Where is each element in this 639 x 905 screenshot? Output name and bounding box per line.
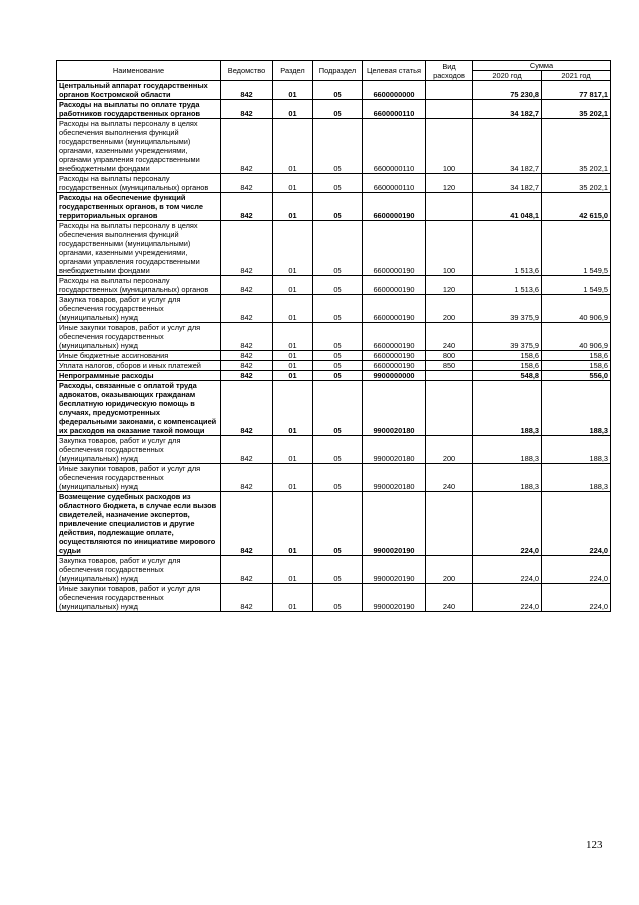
header-target: Целевая статья: [363, 61, 426, 81]
cell-target: 9900020190: [363, 584, 426, 612]
cell-sum-2021: 188,3: [542, 464, 611, 492]
cell-exp-type: 800: [426, 351, 473, 361]
cell-exp-type: 100: [426, 221, 473, 276]
cell-sum-2020: 34 182,7: [473, 174, 542, 193]
cell-sum-2021: 42 615,0: [542, 193, 611, 221]
cell-dept: 842: [221, 556, 273, 584]
cell-section: 01: [273, 276, 313, 295]
cell-exp-type: 850: [426, 361, 473, 371]
cell-section: 01: [273, 381, 313, 436]
cell-exp-type: 200: [426, 295, 473, 323]
cell-dept: 842: [221, 351, 273, 361]
cell-sum-2020: 34 182,7: [473, 100, 542, 119]
cell-exp-type: 240: [426, 584, 473, 612]
cell-dept: 842: [221, 100, 273, 119]
cell-dept: 842: [221, 174, 273, 193]
header-section: Раздел: [273, 61, 313, 81]
cell-sum-2021: 1 549,5: [542, 276, 611, 295]
cell-sum-2021: 1 549,5: [542, 221, 611, 276]
cell-target: 6600000190: [363, 351, 426, 361]
cell-section: 01: [273, 361, 313, 371]
cell-sum-2021: 188,3: [542, 436, 611, 464]
cell-sum-2021: 35 202,1: [542, 100, 611, 119]
header-year-2020: 2020 год: [473, 71, 542, 81]
cell-name: Иные закупки товаров, работ и услуг для обеспечения государственных (муниципальных) нужд: [57, 323, 221, 351]
cell-subsection: 05: [313, 584, 363, 612]
cell-exp-type: 200: [426, 556, 473, 584]
budget-table: [56, 60, 611, 612]
cell-target: 6600000110: [363, 174, 426, 193]
table-row: [57, 295, 611, 323]
cell-dept: 842: [221, 381, 273, 436]
table-row: [57, 193, 611, 221]
cell-section: 01: [273, 464, 313, 492]
cell-dept: 842: [221, 193, 273, 221]
header-subsection: Подраздел: [313, 61, 363, 81]
cell-dept: 842: [221, 584, 273, 612]
cell-target: 6600000190: [363, 295, 426, 323]
cell-name: Центральный аппарат государственных органов Костромской области: [57, 81, 221, 100]
cell-exp-type: 240: [426, 323, 473, 351]
cell-dept: 842: [221, 492, 273, 556]
cell-sum-2020: 224,0: [473, 584, 542, 612]
cell-dept: 842: [221, 119, 273, 174]
cell-sum-2021: 224,0: [542, 492, 611, 556]
cell-name: Расходы на выплаты персоналу государственных (муниципальных) органов: [57, 276, 221, 295]
cell-dept: 842: [221, 464, 273, 492]
cell-dept: 842: [221, 295, 273, 323]
table-row: [57, 361, 611, 371]
cell-sum-2020: 1 513,6: [473, 221, 542, 276]
cell-dept: 842: [221, 323, 273, 351]
cell-name: Иные бюджетные ассигнования: [57, 351, 221, 361]
cell-target: 9900020180: [363, 381, 426, 436]
page-number: 123: [586, 839, 603, 851]
cell-dept: 842: [221, 436, 273, 464]
cell-section: 01: [273, 100, 313, 119]
cell-exp-type: 120: [426, 174, 473, 193]
cell-sum-2020: 158,6: [473, 361, 542, 371]
table-row: [57, 276, 611, 295]
cell-sum-2021: 188,3: [542, 381, 611, 436]
cell-subsection: 05: [313, 221, 363, 276]
cell-exp-type: [426, 492, 473, 556]
table-row: [57, 221, 611, 276]
cell-name: Расходы на выплаты персоналу в целях обеспечения выполнения функций государственными (муниципальными) органами, казенными учреждениями, органами управления государственными внебюджетными фондами: [57, 119, 221, 174]
cell-exp-type: [426, 100, 473, 119]
cell-target: 6600000190: [363, 361, 426, 371]
cell-target: 6600000190: [363, 193, 426, 221]
cell-subsection: 05: [313, 100, 363, 119]
cell-name: Расходы на выплаты персоналу государственных (муниципальных) органов: [57, 174, 221, 193]
cell-exp-type: [426, 193, 473, 221]
header-name: Наименование: [57, 61, 221, 81]
cell-exp-type: [426, 371, 473, 381]
cell-sum-2020: 188,3: [473, 436, 542, 464]
cell-subsection: 05: [313, 464, 363, 492]
table-row: [57, 371, 611, 381]
table-row: [57, 81, 611, 100]
cell-sum-2020: 41 048,1: [473, 193, 542, 221]
table-row: [57, 492, 611, 556]
cell-subsection: 05: [313, 193, 363, 221]
table-row: [57, 556, 611, 584]
table-row: [57, 351, 611, 361]
cell-section: 01: [273, 556, 313, 584]
cell-sum-2020: 34 182,7: [473, 119, 542, 174]
cell-section: 01: [273, 436, 313, 464]
cell-name: Непрограммные расходы: [57, 371, 221, 381]
cell-target: 6600000110: [363, 100, 426, 119]
cell-sum-2021: 77 817,1: [542, 81, 611, 100]
cell-sum-2021: 40 906,9: [542, 295, 611, 323]
cell-exp-type: 240: [426, 464, 473, 492]
cell-sum-2021: 556,0: [542, 371, 611, 381]
cell-subsection: 05: [313, 361, 363, 371]
cell-target: 6600000190: [363, 276, 426, 295]
cell-subsection: 05: [313, 323, 363, 351]
cell-sum-2021: 158,6: [542, 361, 611, 371]
cell-exp-type: 100: [426, 119, 473, 174]
cell-name: Иные закупки товаров, работ и услуг для обеспечения государственных (муниципальных) нужд: [57, 464, 221, 492]
cell-section: 01: [273, 81, 313, 100]
cell-name: Закупка товаров, работ и услуг для обеспечения государственных (муниципальных) нужд: [57, 436, 221, 464]
table-row: [57, 464, 611, 492]
cell-name: Уплата налогов, сборов и иных платежей: [57, 361, 221, 371]
table-header: [57, 61, 611, 81]
cell-name: Расходы, связанные с оплатой труда адвокатов, оказывающих гражданам бесплатную юридическую помощь в случаях, предусмотренных федеральными законами, с компенсацией их расходов на оказание такой помощи: [57, 381, 221, 436]
cell-subsection: 05: [313, 81, 363, 100]
cell-sum-2021: 40 906,9: [542, 323, 611, 351]
cell-dept: 842: [221, 221, 273, 276]
cell-sum-2020: 224,0: [473, 556, 542, 584]
cell-sum-2020: 1 513,6: [473, 276, 542, 295]
cell-sum-2021: 158,6: [542, 351, 611, 361]
cell-sum-2020: 39 375,9: [473, 295, 542, 323]
cell-target: 9900000000: [363, 371, 426, 381]
cell-name: Закупка товаров, работ и услуг для обеспечения государственных (муниципальных) нужд: [57, 295, 221, 323]
cell-sum-2020: 188,3: [473, 464, 542, 492]
cell-sum-2020: 75 230,8: [473, 81, 542, 100]
header-exp-type: Вид расходов: [426, 61, 473, 81]
cell-target: 9900020180: [363, 464, 426, 492]
cell-section: 01: [273, 221, 313, 276]
cell-target: 6600000190: [363, 323, 426, 351]
cell-sum-2021: 224,0: [542, 556, 611, 584]
cell-sum-2020: 158,6: [473, 351, 542, 361]
cell-section: 01: [273, 295, 313, 323]
cell-sum-2020: 548,8: [473, 371, 542, 381]
cell-subsection: 05: [313, 492, 363, 556]
cell-subsection: 05: [313, 381, 363, 436]
cell-exp-type: 120: [426, 276, 473, 295]
header-year-2021: 2021 год: [542, 71, 611, 81]
cell-sum-2020: 188,3: [473, 381, 542, 436]
cell-section: 01: [273, 371, 313, 381]
cell-section: 01: [273, 351, 313, 361]
cell-target: 9900020190: [363, 556, 426, 584]
cell-subsection: 05: [313, 556, 363, 584]
cell-name: Закупка товаров, работ и услуг для обеспечения государственных (муниципальных) нужд: [57, 556, 221, 584]
header-dept: Ведомство: [221, 61, 273, 81]
cell-dept: 842: [221, 361, 273, 371]
cell-subsection: 05: [313, 174, 363, 193]
table-body: [57, 81, 611, 612]
cell-section: 01: [273, 174, 313, 193]
cell-exp-type: [426, 381, 473, 436]
cell-section: 01: [273, 119, 313, 174]
cell-section: 01: [273, 584, 313, 612]
cell-name: Расходы на обеспечение функций государственных органов, в том числе территориальных органов: [57, 193, 221, 221]
cell-subsection: 05: [313, 119, 363, 174]
table-row: [57, 381, 611, 436]
cell-subsection: 05: [313, 295, 363, 323]
cell-sum-2021: 35 202,1: [542, 119, 611, 174]
cell-name: Расходы на выплаты персоналу в целях обеспечения выполнения функций государственными (муниципальными) органами, казенными учреждениями, органами управления государственными внебюджетными фондами: [57, 221, 221, 276]
table-row: [57, 119, 611, 174]
cell-name: Расходы на выплаты по оплате труда работников государственных органов: [57, 100, 221, 119]
cell-sum-2021: 35 202,1: [542, 174, 611, 193]
header-sum: Сумма: [473, 61, 611, 71]
table-row: [57, 174, 611, 193]
cell-target: 6600000000: [363, 81, 426, 100]
table-row: [57, 584, 611, 612]
cell-dept: 842: [221, 81, 273, 100]
cell-subsection: 05: [313, 276, 363, 295]
cell-dept: 842: [221, 276, 273, 295]
cell-subsection: 05: [313, 351, 363, 361]
table-row: [57, 323, 611, 351]
table-row: [57, 100, 611, 119]
cell-name: Возмещение судебных расходов из областного бюджета, в случае если вызов свидетелей, назначение экспертов, привлечение специалистов и другие действия, подлежащие оплате, осуществляются по инициативе мирового судьи: [57, 492, 221, 556]
cell-subsection: 05: [313, 371, 363, 381]
cell-target: 6600000190: [363, 221, 426, 276]
table-row: [57, 436, 611, 464]
cell-target: 9900020190: [363, 492, 426, 556]
cell-target: 6600000110: [363, 119, 426, 174]
cell-target: 9900020180: [363, 436, 426, 464]
cell-dept: 842: [221, 371, 273, 381]
cell-sum-2021: 224,0: [542, 584, 611, 612]
cell-section: 01: [273, 323, 313, 351]
cell-sum-2020: 39 375,9: [473, 323, 542, 351]
cell-subsection: 05: [313, 436, 363, 464]
cell-name: Иные закупки товаров, работ и услуг для обеспечения государственных (муниципальных) нужд: [57, 584, 221, 612]
cell-exp-type: 200: [426, 436, 473, 464]
cell-exp-type: [426, 81, 473, 100]
cell-section: 01: [273, 492, 313, 556]
cell-section: 01: [273, 193, 313, 221]
cell-sum-2020: 224,0: [473, 492, 542, 556]
